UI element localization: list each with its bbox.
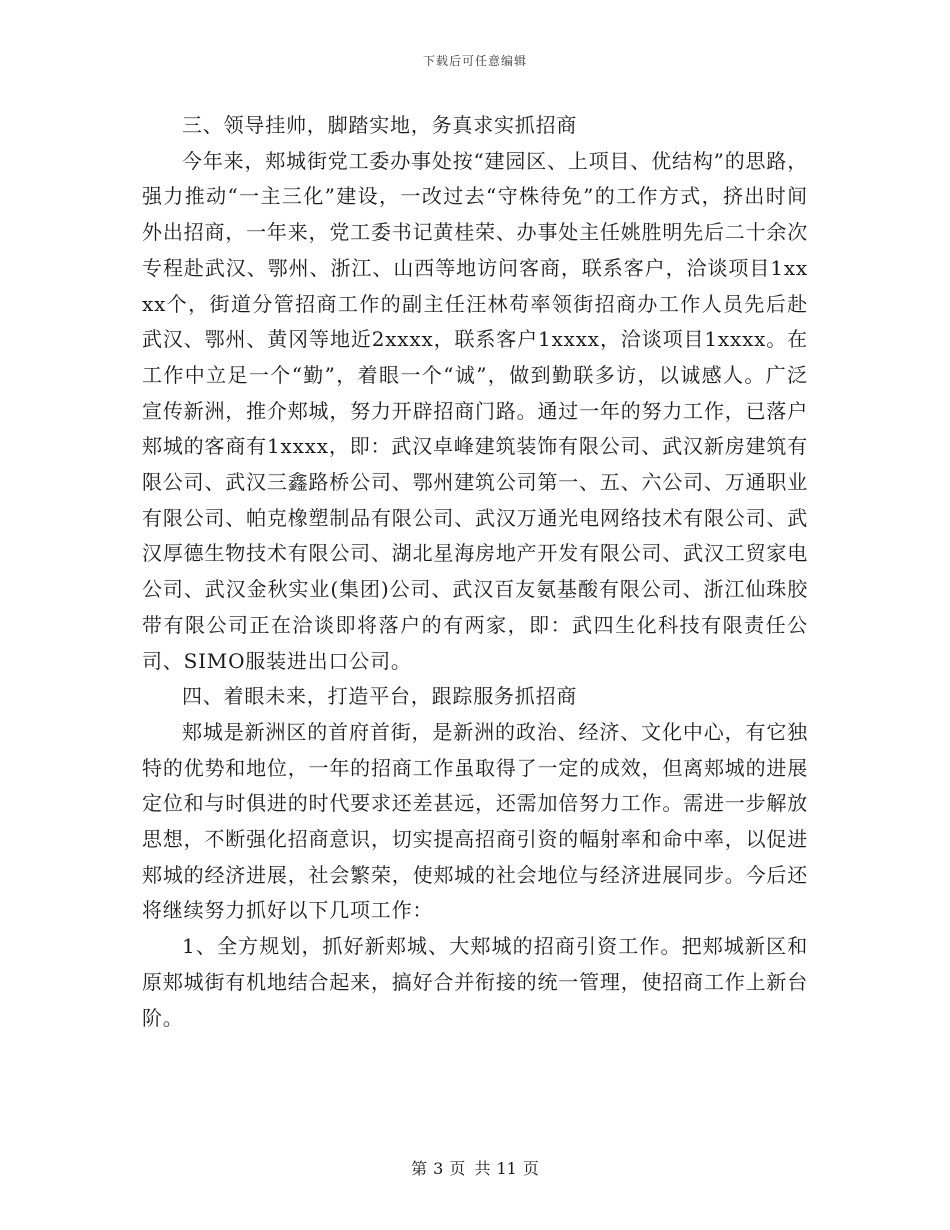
footer-middle: 页 共	[449, 1159, 491, 1178]
footer-page-number: 3	[433, 1159, 444, 1178]
document-body	[142, 108, 808, 1036]
section-heading-3: 三、领导挂帅，脚踏实地，务真求实抓招商	[182, 113, 578, 137]
footer-suffix: 页	[522, 1159, 539, 1178]
page-footer	[0, 1156, 950, 1179]
paragraph-future-outlook: 郏城是新洲区的首府首街，是新洲的政治、经济、文化中心，有它独特的优势和地位，一年的招商工作虽取得了一定的成效，但离郏城的进展定位和与时俱进的时代要求还差甚远，还需加倍努力工作。需进一步解放思想，不断强化招商意识，切实提高招商引资的幅射率和命中率，以促进郏城的经济进展，社会繁荣，使郏城的社会地位与经济进展同步。今后还将继续努力抓好以下几项工作：	[142, 719, 808, 923]
section-heading-4: 四、着眼未来，打造平台，跟踪服务抓招商	[182, 684, 578, 709]
footer-prefix: 第	[411, 1159, 428, 1178]
paragraph-investment-summary: 今年来，郏城街党工委办事处按“建园区、上项目、优结构”的思路，强力推动“一主三化”建设，一改过去“守株待免”的工作方式，挤出时间外出招商，一年来，党工委书记黄桂荣、办事处主任姚胜明先后二十余次专程赴武汉、鄂州、浙江、山西等地访问客商，联系客户，洽谈项目1xxxx个，街道分管招商工作的副主任汪林苟率领街招商办工作人员先后赴武汉、鄂州、黄冈等地近2xxxx，联系客户1xxxx，洽谈项目1xxxx。在工作中立足一个“勤”，着眼一个“诚”，做到勤联多访，以诚感人。广泛宣传新洲，推介郏城，努力开辟招商门路。通过一年的努力工作，已落户郏城的客商有1xxxx，即：武汉卓峰建筑装饰有限公司、武汉新房建筑有限公司、武汉三鑫路桥公司、鄂州建筑公司第一、五、六公司、万通职业有限公司、帕克橡塑制品有限公司、武汉万通光电网络技术有限公司、武汉厚德生物技术有限公司、湖北星海房地产开发有限公司、武汉工贸家电公司、武汉金秋实业(集团)公司、武汉百友氨基酸有限公司、浙江仙珠胶带有限公司正在洽谈即将落户的有两家，即：武四生化科技有限责任公司、SIMO服装进出口公司。	[142, 148, 808, 673]
page-header-note: 下载后可任意编辑	[422, 54, 527, 68]
paragraph-item-1: 1、全方规划，抓好新郏城、大郏城的招商引资工作。把郏城新区和原郏城街有机地结合起来，搞好合并衔接的统一管理，使招商工作上新台阶。	[142, 934, 808, 1030]
footer-total-pages: 11	[496, 1159, 517, 1178]
